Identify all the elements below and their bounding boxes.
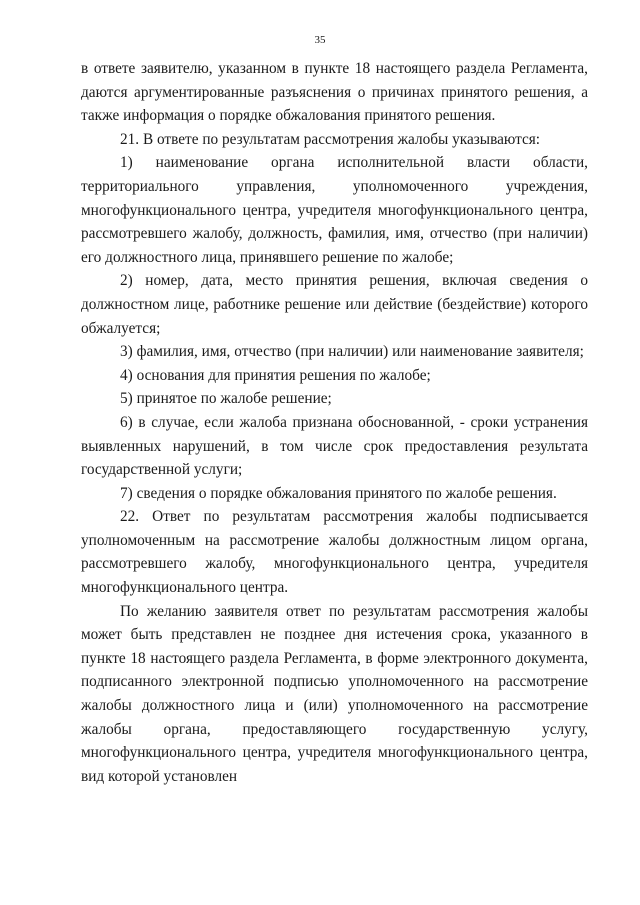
document-body <box>81 57 588 788</box>
list-item-7: 7) сведения о порядке обжалования принятого по жалобе решения. <box>120 484 557 502</box>
list-item-6: 6) в случае, если жалоба признана обоснованной, - сроки устранения выявленных нарушений, в том числе срок предоставления результата государственной услуги; <box>81 413 588 479</box>
list-item-2: 2) номер, дата, место принятия решения, включая сведения о должностном лице, работнике решение или действие (бездействие) которого обжалуется; <box>81 272 588 337</box>
list-item-5: 5) принятое по жалобе решение; <box>120 390 332 408</box>
paragraph-electronic-response: По желанию заявителя ответ по результатам рассмотрения жалобы может быть представлен не позднее дня истечения срока, указанного в пункте 18 настоящего раздела Регламента, в форме электронного документа, подписанного электронной подписью уполномоченного на рассмотрение жалобы должностного лица и (или) уполномоченного на рассмотрение жалобы органа, предоставляющего государственную услугу, многофункционального центра, учредителя многофункционального центра, вид которой установлен <box>81 602 588 785</box>
page-number: 35 <box>314 34 326 46</box>
paragraph-clause-22: 22. Ответ по результатам рассмотрения жалобы подписывается уполномоченным на рассмотрение жалобы должностным лицом органа, рассмотревшего жалобу, многофункционального центра, учредителя многофункционального центра. <box>81 508 588 597</box>
paragraph-continuation: в ответе заявителю, указанном в пункте 18 настоящего раздела Регламента, даются аргументированные разъяснения о причинах принятого решения, а также информация о порядке обжалования принятого решения. <box>81 60 588 125</box>
list-item-1: 1) наименование органа исполнительной власти области, территориального управления, уполномоченного учреждения, многофункционального центра, учредителя многофункционального центра, рассмотревшего жалобу, должность, фамилия, имя, отчество (при наличии) его должностного лица, принявшего решение по жалобе; <box>81 154 588 266</box>
list-item-3: 3) фамилия, имя, отчество (при наличии) или наименование заявителя; <box>120 343 584 361</box>
paragraph-clause-21: 21. В ответе по результатам рассмотрения жалобы указываются: <box>120 130 541 148</box>
list-item-4: 4) основания для принятия решения по жалобе; <box>120 366 431 384</box>
